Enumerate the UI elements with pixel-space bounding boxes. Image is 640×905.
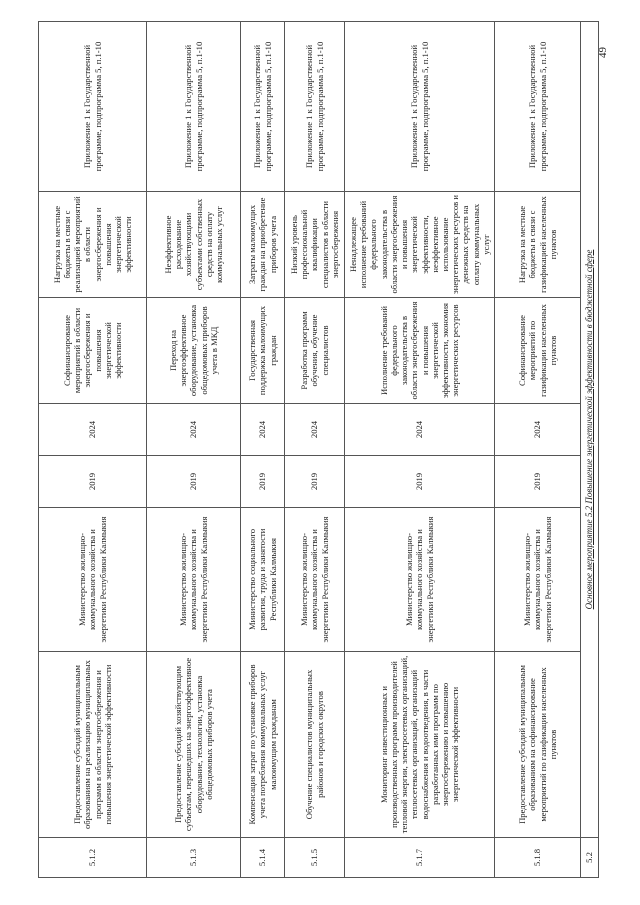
row-number: 5.1.8 bbox=[495, 838, 581, 878]
link-cell: Приложение 1 к Государственной программе, подпрограмма 5, п.1-10 bbox=[39, 22, 147, 192]
page-number: 49 bbox=[597, 47, 609, 59]
section-row bbox=[581, 22, 599, 878]
row-number: 5.1.3 bbox=[147, 838, 241, 878]
measures-table bbox=[38, 21, 599, 878]
row-number: 5.1.4 bbox=[241, 838, 285, 878]
table-row bbox=[39, 22, 147, 878]
end-year-cell: 2024 bbox=[241, 404, 285, 456]
result-cell: Государственная поддержка малоимущих граждан bbox=[241, 298, 285, 404]
start-year-cell: 2019 bbox=[39, 456, 147, 508]
link-cell: Приложение 1 к Государственной программе, подпрограмма 5, п.1-10 bbox=[495, 22, 581, 192]
executor-cell: Министерство жилищно-коммунального хозяйства и энергетики Республики Калмыкия bbox=[147, 508, 241, 652]
consequence-cell: Ненадлежащее исполнение требований федерального законодательства в области энергосбережения и повышения энергетической эффективности, неэффективное использование энергетических ресурсов и денежных средств на оплату коммунальных услуг bbox=[345, 192, 495, 298]
end-year-cell: 2024 bbox=[345, 404, 495, 456]
executor-cell: Министерство жилищно-коммунального хозяйства и энергетики Республики Калмыкия bbox=[495, 508, 581, 652]
row-number: 5.1.2 bbox=[39, 838, 147, 878]
result-cell: Исполнение требований федерального законодательства в области энергосбережения и повышения энергетической эффективности, экономия энергетических ресурсов bbox=[345, 298, 495, 404]
start-year-cell: 2019 bbox=[495, 456, 581, 508]
measure-cell: Предоставление субсидий муниципальным образованиям на реализацию муниципальных программ в области энергосбережения и повышения энергетической эффективности bbox=[39, 652, 147, 838]
table-row bbox=[147, 22, 241, 878]
consequence-cell: Нагрузка на местные бюджеты в связи с газификацией населенных пунктов bbox=[495, 192, 581, 298]
consequence-cell: Нагрузка на местные бюджеты в связи с реализацией мероприятий в области энергосбережения и повышения энергетической эффективности bbox=[39, 192, 147, 298]
result-cell: Переход на энергоэффективное оборудование, установка общедомовых приборов учета в МКД bbox=[147, 298, 241, 404]
start-year-cell: 2019 bbox=[345, 456, 495, 508]
table-row bbox=[495, 22, 581, 878]
result-cell: Софинансирование мероприятий по газификации населенных пунктов bbox=[495, 298, 581, 404]
start-year-cell: 2019 bbox=[241, 456, 285, 508]
measure-cell: Предоставление субсидий муниципальным образованиям на софинансирование мероприятий по газификации населенных пунктов bbox=[495, 652, 581, 838]
link-cell: Приложение 1 к Государственной программе, подпрограмма 5, п.1-10 bbox=[285, 22, 345, 192]
measure-cell: Мониторинг инвестиционных и производственных программ производителей тепловой энергии, электросетевых организаций, теплосетевых организаций, организаций водоснабжения и водоотведения, в части разработанных ими программ по энергосбережению и повышению энергетической эффективности bbox=[345, 652, 495, 838]
end-year-cell: 2024 bbox=[285, 404, 345, 456]
start-year-cell: 2019 bbox=[147, 456, 241, 508]
row-number: 5.1.5 bbox=[285, 838, 345, 878]
consequence-cell: Низкий уровень профессиональной квалификации специалистов в области энергосбережения bbox=[285, 192, 345, 298]
start-year-cell: 2019 bbox=[285, 456, 345, 508]
table-row bbox=[285, 22, 345, 878]
link-cell: Приложение 1 к Государственной программе, подпрограмма 5, п.1-10 bbox=[241, 22, 285, 192]
consequence-cell: Затраты малоимущих граждан на приобретение приборов учета bbox=[241, 192, 285, 298]
section-title: Основное мероприятие 5.2 Повышение энергетической эффективности в бюджетной сфере bbox=[581, 22, 599, 838]
table-row bbox=[345, 22, 495, 878]
executor-cell: Министерство жилищно-коммунального хозяйства и энергетики Республики Калмыкия bbox=[345, 508, 495, 652]
row-number: 5.1.7 bbox=[345, 838, 495, 878]
end-year-cell: 2024 bbox=[495, 404, 581, 456]
end-year-cell: 2024 bbox=[39, 404, 147, 456]
executor-cell: Министерство социального развития, труда и занятости Республики Калмыкия bbox=[241, 508, 285, 652]
section-number: 5.2 bbox=[581, 838, 599, 878]
executor-cell: Министерство жилищно-коммунального хозяйства и энергетики Республики Калмыкия bbox=[39, 508, 147, 652]
measure-cell: Компенсация затрат по установке приборов учета потребления коммунальных услуг малоимущим гражданам bbox=[241, 652, 285, 838]
end-year-cell: 2024 bbox=[147, 404, 241, 456]
measure-cell: Обучение специалистов муниципальных районов и городских округов bbox=[285, 652, 345, 838]
result-cell: Софинансирование мероприятий в области энергосбережения и повышения энергетической эффективности bbox=[39, 298, 147, 404]
rotated-page bbox=[38, 22, 598, 878]
table-row bbox=[241, 22, 285, 878]
consequence-cell: Неэффективное расходование хозяйствующими субъектами собственных средств на оплату коммунальных услуг bbox=[147, 192, 241, 298]
link-cell: Приложение 1 к Государственной программе, подпрограмма 5, п.1-10 bbox=[345, 22, 495, 192]
link-cell: Приложение 1 к Государственной программе, подпрограмма 5, п.1-10 bbox=[147, 22, 241, 192]
measure-cell: Предоставление субсидий хозяйствующим субъектам, перешедших на энергоэффективное оборудование, технологии, установка общедомовых приборов учета bbox=[147, 652, 241, 838]
executor-cell: Министерство жилищно-коммунального хозяйства и энергетики Республики Калмыкия bbox=[285, 508, 345, 652]
result-cell: Разработка программ обучения, обучение специалистов bbox=[285, 298, 345, 404]
